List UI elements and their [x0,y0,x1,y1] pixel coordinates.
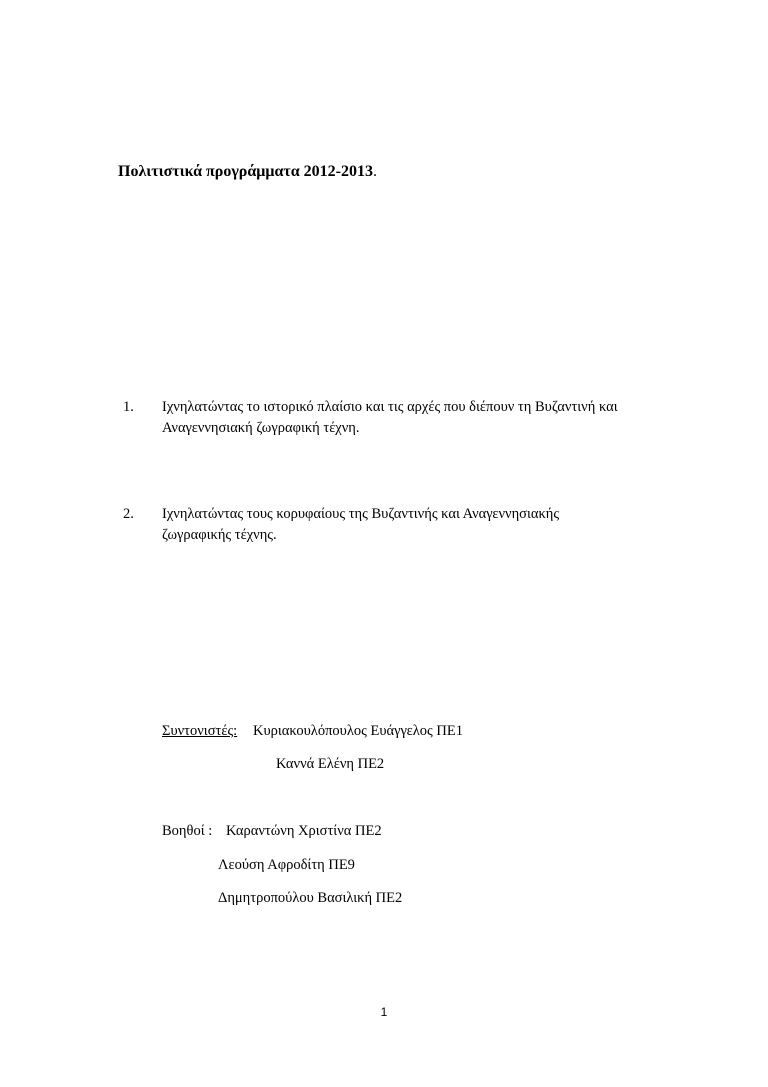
list-item-number: 2. [123,506,134,522]
title-suffix: . [373,163,377,180]
assistants-label: Βοηθοί : [162,823,213,839]
assistant-name: Λεούση Αφροδίτη ΠΕ9 [218,857,355,873]
assistant-name: Δημητροπούλου Βασιλική ΠΕ2 [218,890,403,906]
page-number: 1 [380,1005,388,1019]
coordinator-name: Καννά Ελένη ΠΕ2 [276,756,385,772]
document-title [118,162,377,182]
assistant-name: Καραντώνη Χριστίνα ΠΕ2 [226,823,382,839]
coordinator-name: Κυριακουλόπουλος Ευάγγελος ΠΕ1 [253,723,463,739]
list-item-number: 1. [123,399,134,415]
list-item-line: Αναγεννησιακή ζωγραφική τέχνη. [162,420,360,436]
list-item-line: ζωγραφικής τέχνης. [162,527,277,543]
list-item-line: Ιχνηλατώντας τους κορυφαίους της Βυζαντινής και Αναγεννησιακής [162,506,560,522]
list-item-line: Ιχνηλατώντας το ιστορικό πλαίσιο και τις αρχές που διέπουν τη Βυζαντινή και [162,399,618,415]
coordinators-label: Συντονιστές: [162,723,238,739]
title-text: Πολιτιστικά προγράμματα 2012-2013 [118,163,373,180]
